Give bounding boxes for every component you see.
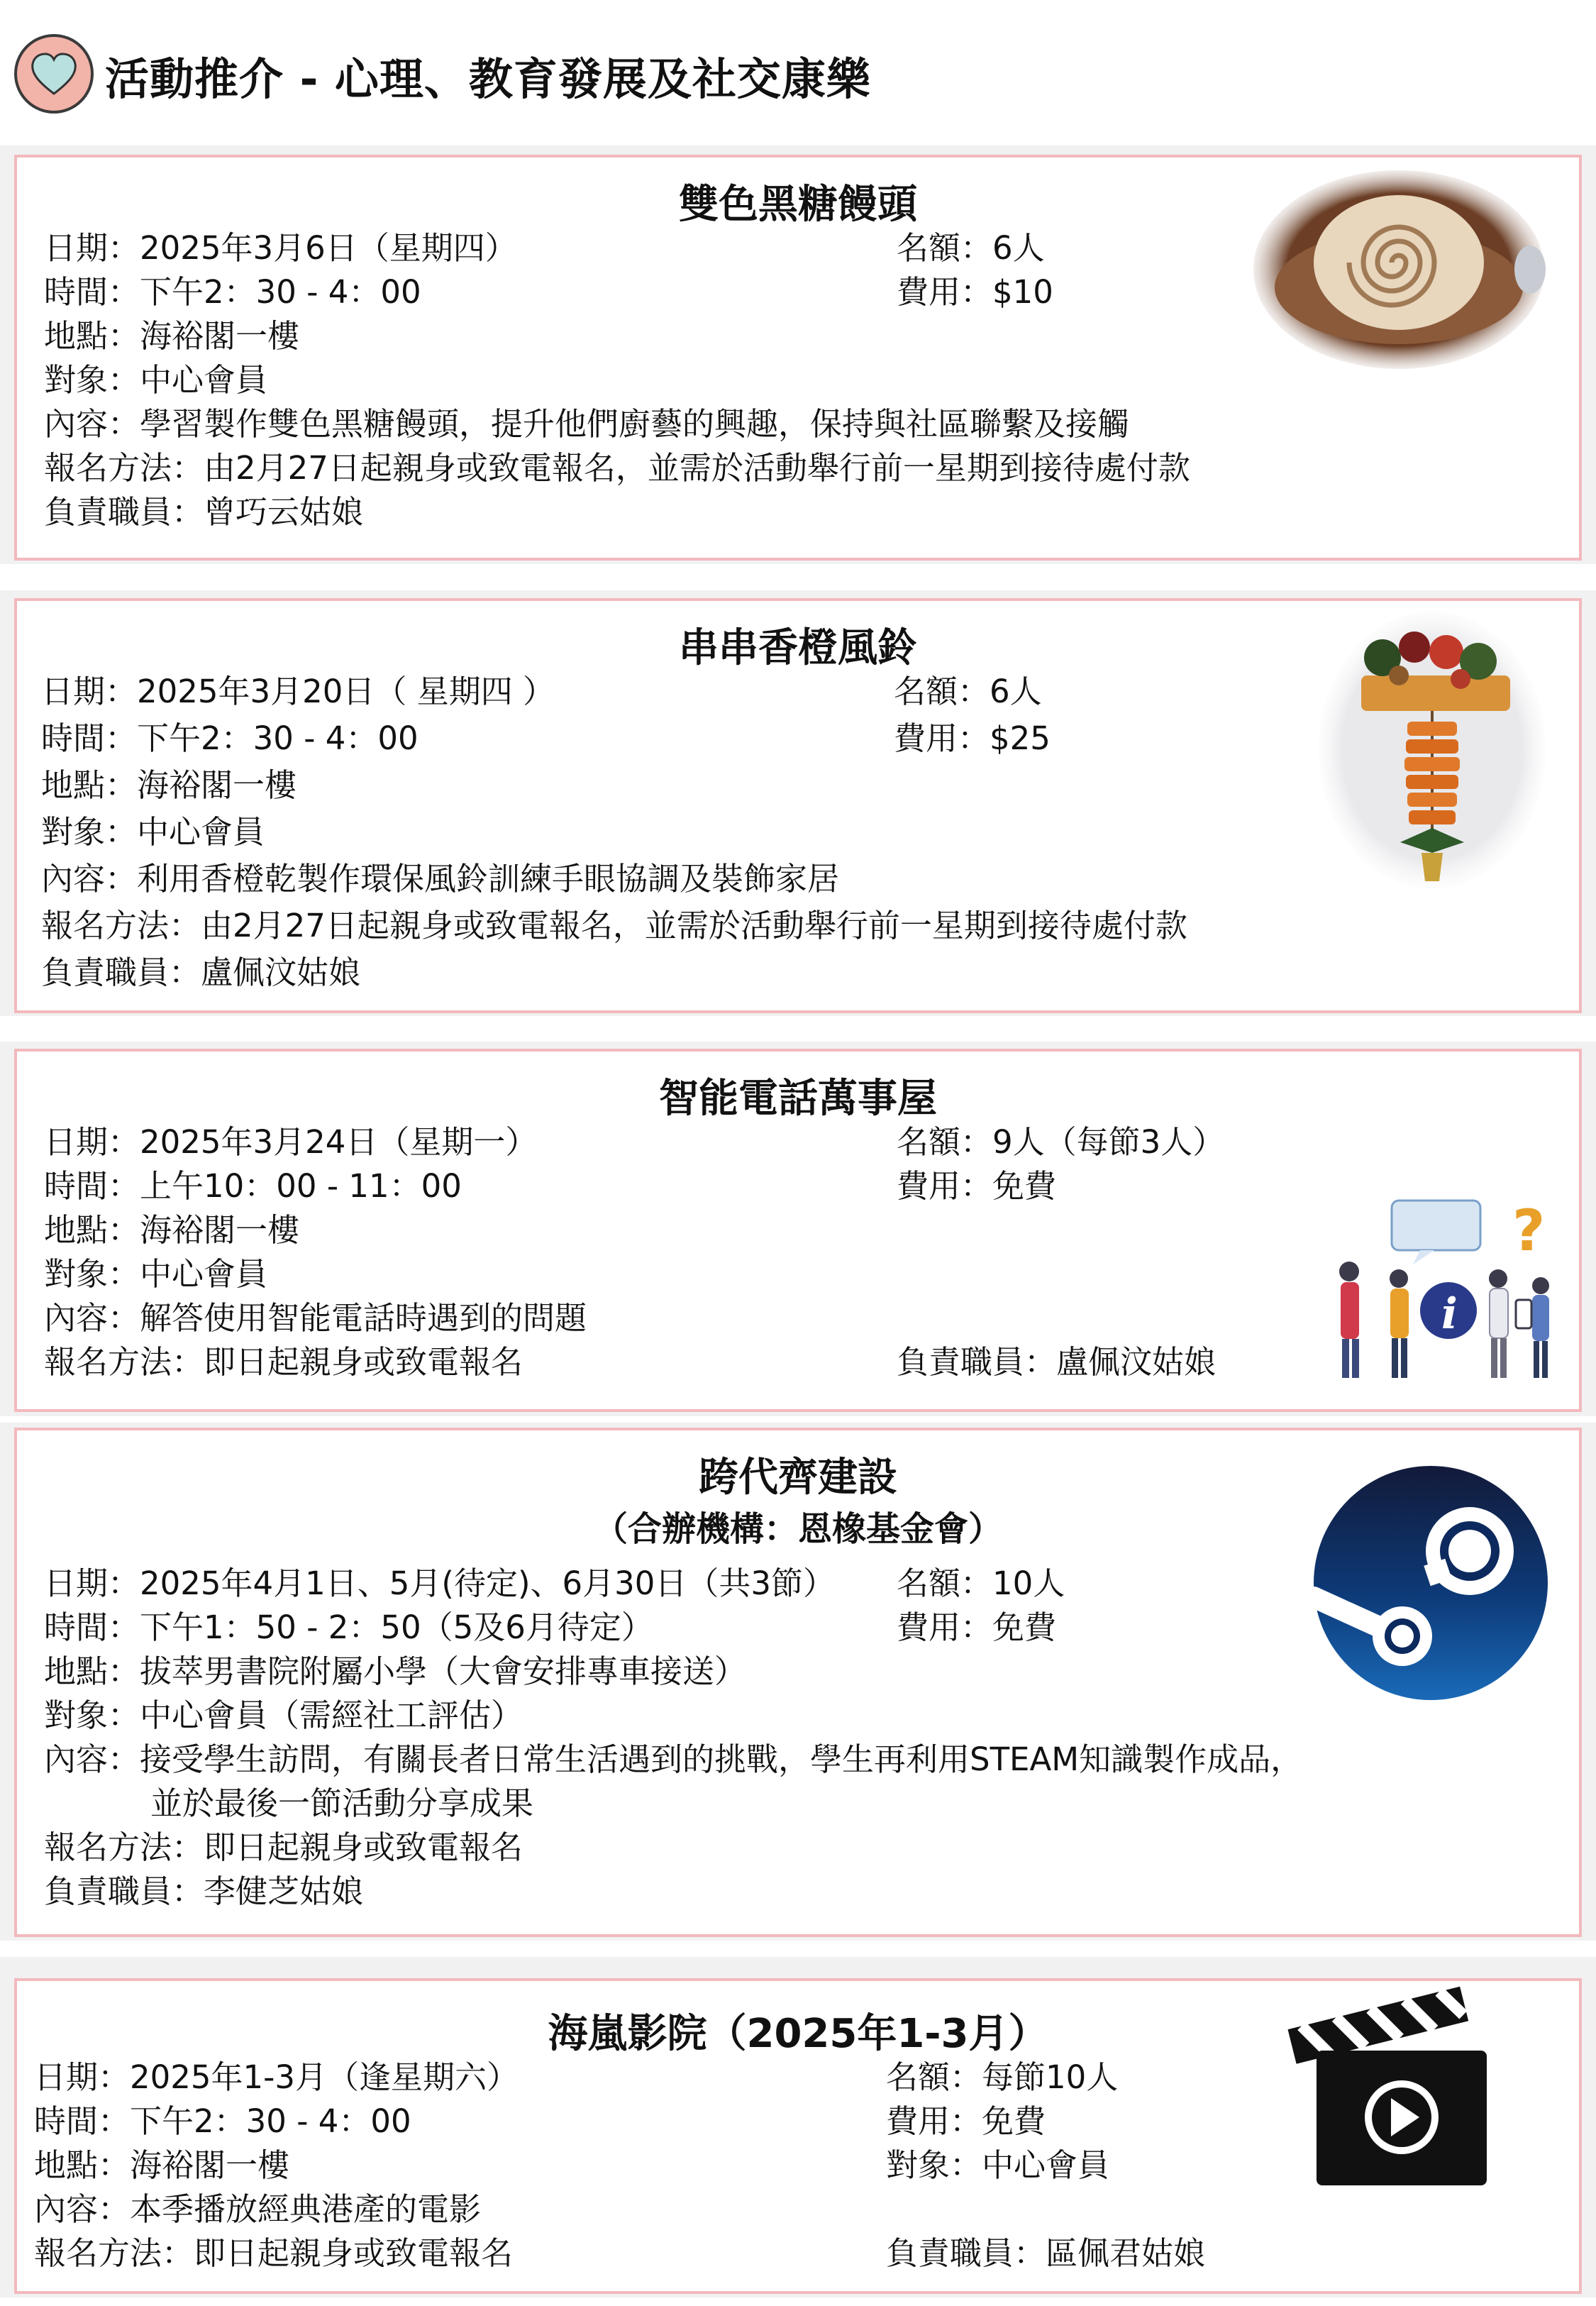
event-staff: 負責職員：曾巧云姑娘	[44, 493, 364, 531]
event-target: 對象：中心會員（需經社工評估）	[44, 1697, 523, 1734]
event-time: 時間：下午2：30 - 4：00	[34, 2102, 411, 2140]
heart-icon	[30, 53, 78, 96]
event-time: 時間：下午2：30 - 4：00	[44, 273, 421, 311]
event-staff: 負責職員：區佩君姑娘	[886, 2234, 1206, 2272]
event-content: 內容：學習製作雙色黑糖饅頭，提升他們廚藝的興趣，保持與社區聯繫及接觸	[44, 405, 1130, 443]
event-fee: 費用：$10	[897, 273, 1053, 311]
event-time: 時間：上午10：00 - 11：00	[44, 1167, 462, 1205]
page-header	[0, 0, 1596, 142]
event-card-2	[14, 598, 1582, 1013]
event-content: 內容：解答使用智能電話時遇到的問題	[44, 1299, 587, 1337]
event-target: 對象：中心會員	[44, 1255, 268, 1293]
event-fee: 費用：免費	[897, 1167, 1057, 1205]
event-enrol: 報名方法：由2月27日起親身或致電報名，並需於活動舉行前一星期到接待處付款	[41, 907, 1187, 944]
event-title: 智能電話萬事屋	[659, 1076, 937, 1122]
event-subtitle: （合辦機構：恩橡基金會）	[593, 1509, 1002, 1549]
event-enrol: 報名方法：即日起親身或致電報名	[44, 1343, 523, 1381]
event-fee: 費用：$25	[894, 719, 1051, 757]
event-enrol: 報名方法：即日起親身或致電報名	[44, 1828, 523, 1866]
event-staff: 負責職員：盧佩汶姑娘	[897, 1343, 1217, 1381]
event-content: 內容：利用香橙乾製作環保風鈴訓練手眼協調及裝飾家居	[41, 860, 840, 898]
event-quota: 名額：10人	[897, 1565, 1065, 1602]
event-date: 日期：2025年3月20日（ 星期四 ）	[41, 673, 555, 710]
event-venue: 地點：海裕閣一樓	[34, 2146, 290, 2184]
event-time: 時間：下午2：30 - 4：00	[41, 719, 419, 757]
event-card-4	[14, 1428, 1582, 1937]
event-fee: 費用：免費	[886, 2102, 1046, 2140]
event-date: 日期：2025年4月1日、5月(待定)、6月30日（共3節）	[44, 1565, 836, 1602]
event-quota: 名額：6人	[897, 229, 1045, 267]
event-content-cont: 並於最後一節活動分享成果	[150, 1784, 534, 1822]
event-target: 對象：中心會員	[44, 361, 268, 399]
event-venue: 地點：海裕閣一樓	[44, 1211, 300, 1249]
heart-badge	[14, 34, 94, 114]
event-enrol: 報名方法：即日起親身或致電報名	[34, 2234, 514, 2272]
event-content: 內容：本季播放經典港產的電影	[34, 2190, 482, 2228]
event-card-3	[14, 1049, 1582, 1412]
event-enrol: 報名方法：由2月27日起親身或致電報名，並需於活動舉行前一星期到接待處付款	[44, 449, 1190, 487]
steamed-bun-photo	[1250, 163, 1548, 376]
event-target: 對象：中心會員	[41, 813, 265, 851]
event-venue: 地點：海裕閣一樓	[44, 317, 300, 355]
steam-logo	[1307, 1462, 1555, 1704]
page-title: 活動推介 - 心理、教育發展及社交康樂	[105, 53, 871, 105]
event-date: 日期：2025年1-3月（逢星期六）	[34, 2058, 519, 2096]
event-title: 海嵐影院（2025年1-3月）	[548, 2011, 1048, 2057]
event-quota: 名額：9人（每節3人）	[897, 1123, 1225, 1161]
svg-text:?: ?	[1512, 1198, 1546, 1264]
event-date: 日期：2025年3月24日（星期一）	[44, 1123, 538, 1161]
event-quota: 名額：每節10人	[886, 2058, 1119, 2096]
clapperboard-icon	[1274, 1960, 1508, 2194]
svg-text:i: i	[1441, 1289, 1458, 1339]
event-content: 內容：接受學生訪問，有關長者日常生活遇到的挑戰，學生再利用STEAM知識製作成品，	[44, 1740, 1303, 1778]
event-time: 時間：下午1：50 - 2：50（5及6月待定）	[44, 1609, 653, 1646]
event-target: 對象：中心會員	[886, 2146, 1110, 2184]
event-card-1	[14, 155, 1582, 561]
event-title: 串串香橙風鈴	[679, 625, 917, 671]
event-staff: 負責職員：盧佩汶姑娘	[41, 954, 361, 991]
event-quota: 名額：6人	[894, 673, 1042, 710]
orange-wind-chime-photo	[1315, 608, 1549, 892]
event-date: 日期：2025年3月6日（星期四）	[44, 229, 517, 267]
event-title: 雙色黑糖饅頭	[679, 182, 917, 228]
event-venue: 地點：拔萃男書院附屬小學（大會安排專車接送）	[44, 1653, 747, 1690]
info-people-illustration	[1321, 1193, 1569, 1385]
event-venue: 地點：海裕閣一樓	[41, 766, 297, 804]
event-fee: 費用：免費	[897, 1609, 1057, 1646]
event-card-5	[14, 1978, 1582, 2294]
event-staff: 負責職員：李健芝姑娘	[44, 1872, 364, 1910]
event-title: 跨代齊建設	[699, 1455, 897, 1501]
